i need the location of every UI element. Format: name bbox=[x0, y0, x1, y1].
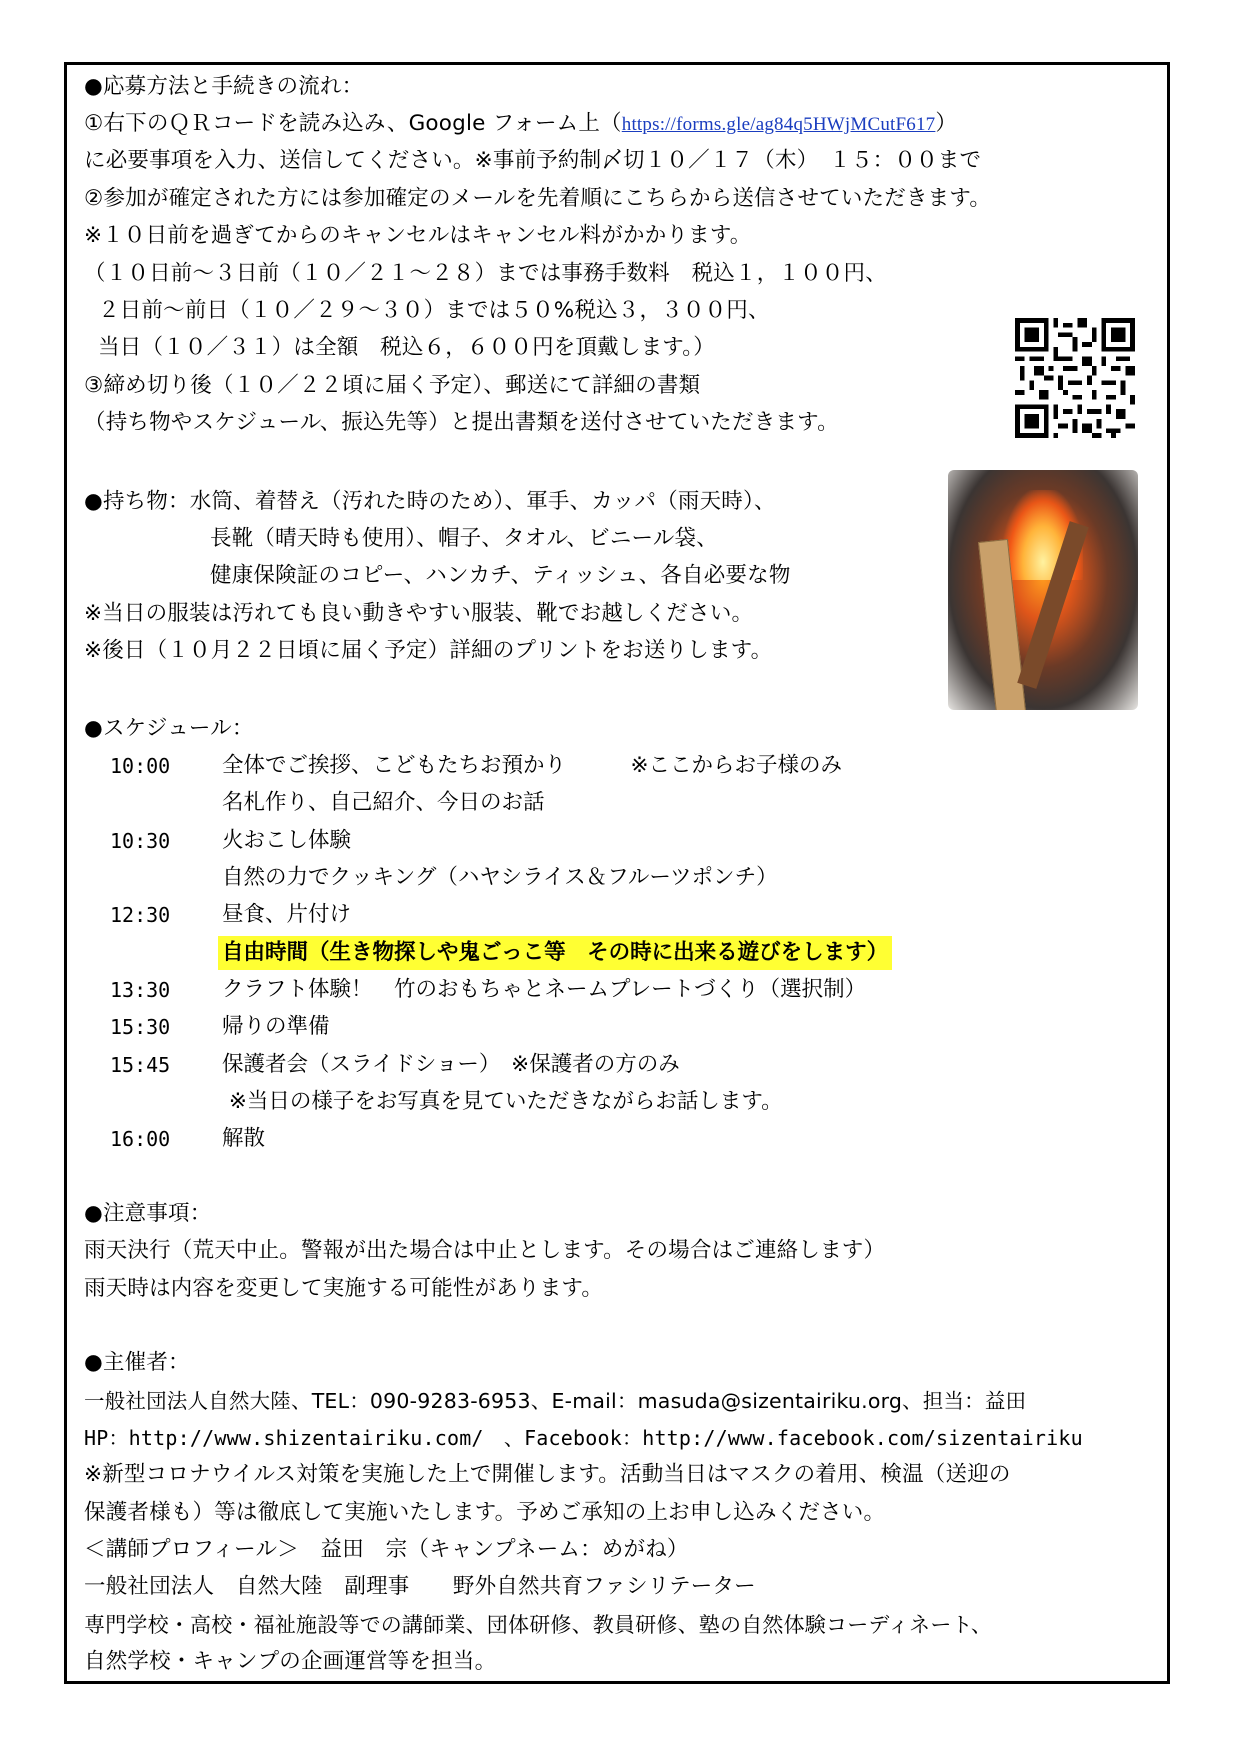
apply-line-3: ②参加が確定された方には参加確定のメールを先着順にこちらから送信させていただきます。 bbox=[84, 186, 992, 211]
schedule-activity: 帰りの準備 bbox=[222, 1014, 330, 1039]
schedule-activity: 名札作り、自己紹介、今日のお話 bbox=[222, 790, 545, 815]
organizer-line-4: 保護者様も）等は徹底して実施いたします。予めご承知の上お申し込みください。 bbox=[84, 1500, 886, 1525]
apply-line-8: ③締め切り後（１０／２２頃に届く予定）、郵送にて詳細の書類 bbox=[84, 373, 701, 398]
apply-line-1 bbox=[84, 107, 957, 141]
apply-line-6: ２日前～前日（１０／２９～３０）までは５０%税込３，３００円、 bbox=[84, 298, 770, 323]
apply-heading: ●応募方法と手続きの流れ： bbox=[84, 74, 364, 99]
items-line-3: 健康保険証のコピー、ハンカチ、ティッシュ、各自必要な物 bbox=[210, 563, 791, 588]
instructor-profile-heading: ＜講師プロフィール＞ 益田 宗（キャンプネーム：めがね） bbox=[84, 1537, 689, 1562]
apply-line-2: に必要事項を入力、送信してください。※事前予約制〆切１０／１７（木） １５：００まで bbox=[84, 148, 982, 173]
items-line-4: ※当日の服装は汚れても良い動きやすい服装、靴でお越しください。 bbox=[84, 601, 754, 626]
organizer-line-3: ※新型コロナウイルス対策を実施した上で開催します。活動当日はマスクの着用、検温（送迎の bbox=[84, 1462, 1011, 1487]
instructor-title: 一般社団法人 自然大陸 副理事 野外自然共育ファシリテーター bbox=[84, 1574, 756, 1599]
instructor-experience: 専門学校・高校・福祉施設等での講師業、団体研修、教員研修、塾の自然体験コーディネート、 bbox=[84, 1613, 993, 1637]
notes-line-2: 雨天時は内容を変更して実施する可能性があります。 bbox=[84, 1276, 604, 1301]
items-line-2: 長靴（晴天時も使用）、帽子、タオル、ビニール袋、 bbox=[210, 526, 718, 551]
schedule-heading: ●スケジュール： bbox=[84, 716, 254, 741]
free-time-highlight: 自由時間（生き物探しや鬼ごっこ等 その時に出来る遊びをします） bbox=[218, 936, 892, 970]
apply-line-4: ※１０日前を過ぎてからのキャンセルはキャンセル料がかかります。 bbox=[84, 223, 752, 248]
qr-code[interactable] bbox=[1015, 318, 1135, 438]
instructor-duties: 自然学校・キャンプの企画運営等を担当。 bbox=[84, 1649, 497, 1674]
schedule-activity: 保護者会（スライドショー） ※保護者の方のみ bbox=[222, 1052, 680, 1077]
schedule-time: 12:30 bbox=[110, 903, 171, 927]
notes-heading: ●注意事項： bbox=[84, 1201, 212, 1226]
apply-line-1-pre: ①右下のＱＲコードを読み込み、Google フォーム上（ bbox=[84, 111, 622, 136]
schedule-activity: 全体でご挨拶、こどもたちお預かり ※ここからお子様のみ bbox=[222, 753, 843, 778]
apply-line-9: （持ち物やスケジュール、振込先等）と提出書類を送付させていただきます。 bbox=[84, 410, 839, 435]
apply-line-1-post: ） bbox=[935, 111, 958, 136]
apply-line-5: （１０日前～３日前（１０／２１～２８）までは事務手数料 税込１，１００円、 bbox=[84, 261, 887, 286]
organizer-heading: ●主催者： bbox=[84, 1350, 190, 1375]
campfire-photo bbox=[948, 470, 1138, 710]
schedule-time: 15:45 bbox=[110, 1053, 171, 1077]
schedule-time: 16:00 bbox=[110, 1127, 171, 1151]
notes-line-1: 雨天決行（荒天中止。警報が出た場合は中止とします。その場合はご連絡します） bbox=[84, 1238, 886, 1263]
organizer-links: HP：http://www.shizentairiku.com/ 、Facebook：http://www.facebook.com/sizentairiku bbox=[84, 1426, 1083, 1450]
schedule-activity: 昼食、片付け bbox=[222, 902, 352, 927]
schedule-time: 10:30 bbox=[110, 829, 171, 853]
schedule-activity: ※当日の様子をお写真を見ていただきながらお話します。 bbox=[222, 1089, 783, 1114]
organizer-contact: 一般社団法人自然大陸、TEL：090-9283-6953、E-mail：masuda@sizentairiku.org、担当：益田 bbox=[84, 1389, 1027, 1413]
schedule-activity: 自然の力でクッキング（ハヤシライス＆フルーツポンチ） bbox=[222, 865, 778, 890]
form-url-link[interactable]: https://forms.gle/ag84q5HWjMCutF617 bbox=[621, 114, 936, 135]
items-line-5: ※後日（１０月２２日頃に届く予定）詳細のプリントをお送りします。 bbox=[84, 638, 773, 663]
schedule-time: 13:30 bbox=[110, 978, 171, 1002]
schedule-activity: クラフト体験！ 竹のおもちゃとネームプレートづくり（選択制） bbox=[222, 977, 867, 1002]
apply-line-7: 当日（１０／３１）は全額 税込６，６００円を頂戴します。） bbox=[84, 335, 715, 360]
schedule-activity: 解散 bbox=[222, 1126, 266, 1151]
schedule-time: 15:30 bbox=[110, 1015, 171, 1039]
schedule-activity: 火おこし体験 bbox=[222, 828, 352, 853]
schedule-time: 10:00 bbox=[110, 754, 171, 778]
items-line-1: ●持ち物：水筒、着替え（汚れた時のため）、軍手、カッパ（雨天時）、 bbox=[84, 489, 776, 514]
